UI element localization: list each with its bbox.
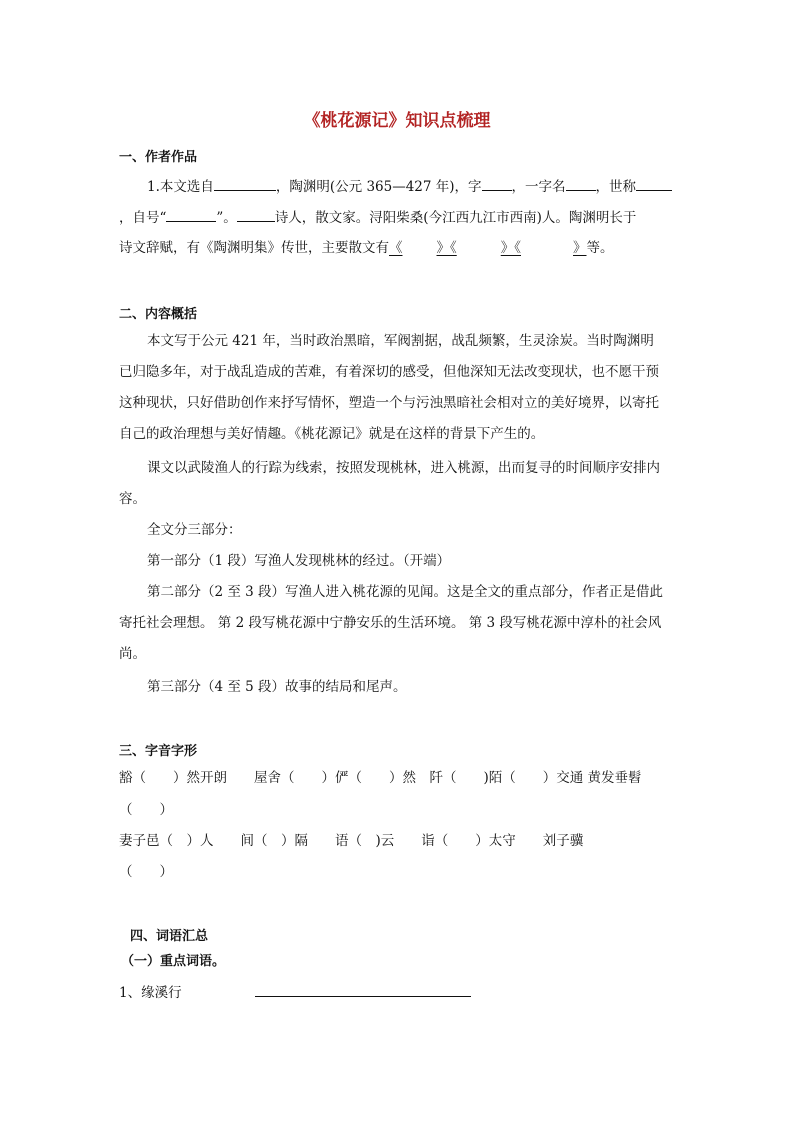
text-fragment: 诗人，散文家。浔阳柴桑(今江西九江市西南)人。陶渊明长于	[274, 210, 637, 226]
vocab-item-1: 1、缘溪行	[119, 985, 182, 1001]
text-fragment: ，陶渊明(公元 365—427 年)，字	[275, 179, 482, 195]
summary-p1-line-2: 已归隐多年，对于战乱造成的苦难，有着深切的感受，但他深知无法改变现状，也不愿干预	[119, 364, 659, 380]
section-heading-summary: 二、内容概括	[119, 307, 198, 322]
text-fragment: ，世称	[595, 179, 637, 195]
pronunciation-row-1-cont: （ ）	[119, 802, 173, 818]
pronunciation-row-2-cont: （ ）	[119, 864, 173, 880]
fill-blank	[482, 176, 512, 191]
text-fragment: 》	[573, 240, 587, 256]
summary-p3: 全文分三部分：	[147, 522, 242, 538]
summary-p5-line-1: 第二部分（2 至 3 段）写渔人进入桃花源的见闻。这是全文的重点部分，作者正是借此	[147, 584, 664, 600]
text-fragment: 《	[389, 240, 403, 256]
page-title: 《桃花源记》知识点梳理	[303, 111, 491, 131]
section-heading-vocabulary: 四、词语汇总	[130, 929, 209, 944]
pronunciation-row-1: 豁（ ）然开朗 屋舍（ ）俨（ ）然 阡（ )陌（ ）交通 黄发垂髫	[119, 770, 642, 786]
summary-p5-line-3: 尚。	[119, 646, 146, 662]
author-line-3	[119, 238, 679, 258]
text-fragment: 》《	[436, 240, 457, 256]
section-heading-pronunciation: 三、字音字形	[119, 744, 198, 759]
section-heading-author: 一、作者作品	[119, 150, 198, 165]
text-fragment: 1.本文选自	[147, 179, 214, 195]
text-fragment: 》《	[500, 240, 521, 256]
summary-p1-line-4: 自己的政治理想与美好情趣。《桃花源记》就是在这样的背景下产生的。	[119, 426, 545, 442]
summary-p2-line-1: 课文以武陵渔人的行踪为线索，按照发现桃林，进入桃源，出而复寻的时间顺序安排内	[147, 460, 660, 476]
fill-blank	[166, 207, 216, 222]
text-fragment: ”。	[216, 210, 237, 226]
summary-p1-line-3: 这种现状，只好借助创作来抒写情怀，塑造一个与污浊黑暗社会相对立的美好境界，以寄托	[119, 395, 659, 411]
summary-p5-line-2: 寄托社会理想。 第 2 段写桃花源中宁静安乐的生活环境。 第 3 段写桃花源中淳朴的社会风	[119, 615, 662, 631]
fill-blank	[566, 176, 596, 191]
works-list	[389, 240, 587, 256]
subheading-key-words: （一）重点词语。	[121, 954, 226, 969]
answer-line	[255, 996, 471, 997]
summary-p1-line-1: 本文写于公元 421 年，当时政治黑暗，军阀割据，战乱频繁，生灵涂炭。当时陶渊明	[147, 333, 654, 349]
summary-p2-line-2: 容。	[119, 491, 146, 507]
fill-blank	[636, 176, 672, 191]
fill-blank	[214, 176, 276, 191]
summary-p6: 第三部分（4 至 5 段）故事的结局和尾声。	[147, 679, 407, 695]
pronunciation-row-2: 妻子邑（ ）人 间（ ）隔 语（ )云 诣（ ）太守 刘子骥	[119, 833, 584, 849]
fill-blank	[237, 207, 275, 222]
text-fragment: ，自号“	[119, 210, 167, 226]
summary-p4: 第一部分（1 段）写渔人发现桃林的经过。（开端）	[147, 553, 451, 569]
text-fragment: ，一字名	[511, 179, 566, 195]
text-fragment: 诗文辞赋，有《陶渊明集》传世，主要散文有	[119, 240, 389, 256]
author-line-1	[147, 176, 707, 197]
author-line-2	[119, 207, 679, 228]
text-fragment: 等。	[586, 240, 614, 256]
